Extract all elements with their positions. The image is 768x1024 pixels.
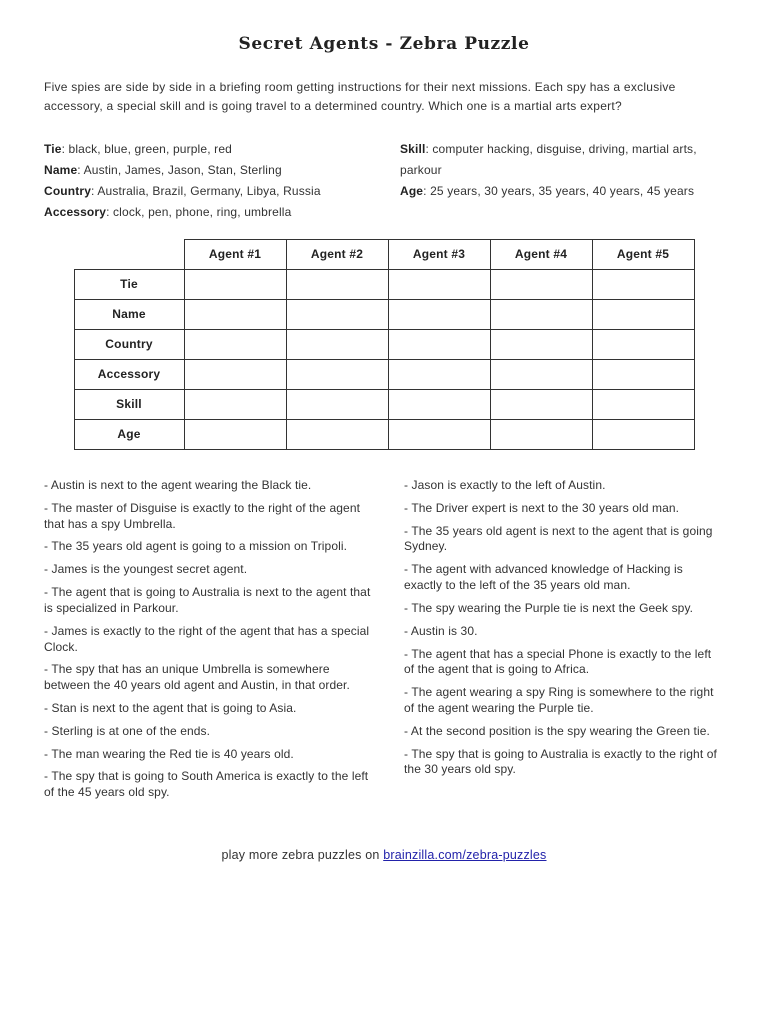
grid-cell — [592, 389, 694, 419]
category-line-name — [44, 160, 400, 181]
column-header-agent4: Agent #4 — [490, 239, 592, 269]
category-list-left — [44, 139, 400, 223]
clue-item: - The man wearing the Red tie is 40 years old. — [44, 746, 294, 761]
grid-cell — [490, 329, 592, 359]
grid-cell — [592, 359, 694, 389]
column-header-agent5: Agent #5 — [592, 239, 694, 269]
grid-row-name — [74, 299, 694, 329]
category-line-skill — [400, 139, 724, 181]
category-label: Country — [44, 183, 92, 198]
grid-cell — [490, 419, 592, 449]
grid-cell — [388, 389, 490, 419]
clue-item: - The master of Disguise is exactly to the right of the agent that has a spy Umbrella. — [44, 500, 361, 531]
category-values: : 25 years, 30 years, 35 years, 40 years, 45 years — [423, 183, 695, 198]
category-values: : computer hacking, disguise, driving, martial arts, parkour — [400, 141, 697, 177]
clue-item: - The agent that has a special Phone is exactly to the left of the agent that is going to Africa. — [404, 646, 712, 677]
clue-item: - The 35 years old agent is next to the agent that is going Sydney. — [404, 523, 713, 554]
column-header-agent1: Agent #1 — [184, 239, 286, 269]
clue-item: - The agent that is going to Australia is next to the agent that is specialized in Parkour. — [44, 585, 371, 615]
grid-cell — [388, 269, 490, 299]
footer-line — [44, 848, 724, 862]
clue-item: - The spy wearing the Purple tie is next the Geek spy. — [404, 600, 694, 615]
grid-corner-cell — [74, 239, 184, 269]
category-line-tie — [44, 139, 400, 160]
grid-cell — [592, 419, 694, 449]
intro-paragraph: Five spies are side by side in a briefing room getting instructions for their next missions. Each spy has a exclusive accessory, a special skill and is going travel to a determined country. Which one is a martial arts expert? — [44, 80, 676, 114]
grid-cell — [184, 389, 286, 419]
clue-item: - James is exactly to the right of the agent that has a special Clock. — [44, 623, 370, 654]
column-header-agent3: Agent #3 — [388, 239, 490, 269]
grid-cell — [490, 269, 592, 299]
category-values: : clock, pen, phone, ring, umbrella — [106, 204, 292, 219]
clues-column-left — [44, 478, 376, 808]
category-values: : Australia, Brazil, Germany, Libya, Russia — [91, 183, 321, 198]
grid-cell — [388, 359, 490, 389]
grid-cell — [592, 269, 694, 299]
clue-item: - The agent with advanced knowledge of Hacking is exactly to the left of the 35 years old man. — [404, 562, 683, 593]
clue-item: - James is the youngest secret agent. — [44, 562, 248, 577]
clues-section — [44, 478, 724, 808]
grid-cell — [184, 269, 286, 299]
clue-item: - The spy that is going to Australia is exactly to the right of the 30 years old spy. — [404, 746, 717, 777]
category-label: Accessory — [44, 204, 107, 219]
grid-row-accessory — [74, 359, 694, 389]
clues-column-right — [404, 478, 724, 808]
category-label: Skill — [400, 141, 426, 156]
clue-item: - The spy that is going to South America is exactly to the left of the 45 years old spy. — [44, 769, 369, 800]
grid-row-age — [74, 419, 694, 449]
brainzilla-link[interactable]: brainzilla.com/zebra-puzzles — [383, 848, 547, 863]
clue-item: - Jason is exactly to the left of Austin. — [404, 477, 606, 492]
grid-cell — [490, 359, 592, 389]
clue-item: - Austin is next to the agent wearing the Black tie. — [44, 477, 312, 492]
row-header-accessory: Accessory — [74, 359, 184, 389]
grid-header-row — [74, 239, 694, 269]
clue-item: - Austin is 30. — [404, 623, 478, 638]
clue-item: - At the second position is the spy wearing the Green tie. — [404, 723, 710, 738]
footer-text: play more zebra puzzles on — [221, 848, 384, 863]
grid-cell — [286, 359, 388, 389]
category-values: : black, blue, green, purple, red — [61, 141, 232, 156]
grid-cell — [388, 299, 490, 329]
category-label: Name — [44, 162, 78, 177]
page-title: Secret Agents - Zebra Puzzle — [238, 34, 530, 54]
grid-cell — [184, 419, 286, 449]
clue-item: - The spy that has an unique Umbrella is somewhere between the 40 years old agent and Austin, in that order. — [44, 662, 350, 693]
grid-row-tie — [74, 269, 694, 299]
category-label: Age — [400, 183, 424, 198]
category-line-country — [44, 181, 400, 202]
row-header-country: Country — [74, 329, 184, 359]
row-header-name: Name — [74, 299, 184, 329]
clue-item: - The agent wearing a spy Ring is somewhere to the right of the agent wearing the Purple tie. — [404, 685, 714, 715]
grid-row-skill — [74, 389, 694, 419]
category-line-accessory — [44, 202, 400, 223]
grid-cell — [286, 389, 388, 419]
row-header-age: Age — [74, 419, 184, 449]
grid-cell — [592, 299, 694, 329]
grid-cell — [388, 419, 490, 449]
grid-row-country — [74, 329, 694, 359]
column-header-agent2: Agent #2 — [286, 239, 388, 269]
grid-cell — [388, 329, 490, 359]
category-label: Tie — [44, 141, 62, 156]
grid-cell — [184, 359, 286, 389]
puzzle-grid-table — [74, 239, 695, 450]
grid-cell — [286, 269, 388, 299]
category-values: : Austin, James, Jason, Stan, Sterling — [77, 162, 282, 177]
row-header-tie: Tie — [74, 269, 184, 299]
grid-cell — [286, 299, 388, 329]
grid-cell — [184, 329, 286, 359]
grid-cell — [184, 299, 286, 329]
grid-cell — [592, 329, 694, 359]
grid-cell — [490, 299, 592, 329]
grid-cell — [286, 329, 388, 359]
clue-item: - Sterling is at one of the ends. — [44, 723, 211, 738]
category-list-right — [400, 139, 724, 223]
category-lists — [44, 139, 724, 223]
category-line-age — [400, 181, 724, 202]
grid-cell — [490, 389, 592, 419]
clue-item: - The Driver expert is next to the 30 years old man. — [404, 500, 680, 515]
row-header-skill: Skill — [74, 389, 184, 419]
grid-cell — [286, 419, 388, 449]
clue-item: - Stan is next to the agent that is going to Asia. — [44, 700, 297, 715]
clue-item: - The 35 years old agent is going to a mission on Tripoli. — [44, 539, 348, 554]
